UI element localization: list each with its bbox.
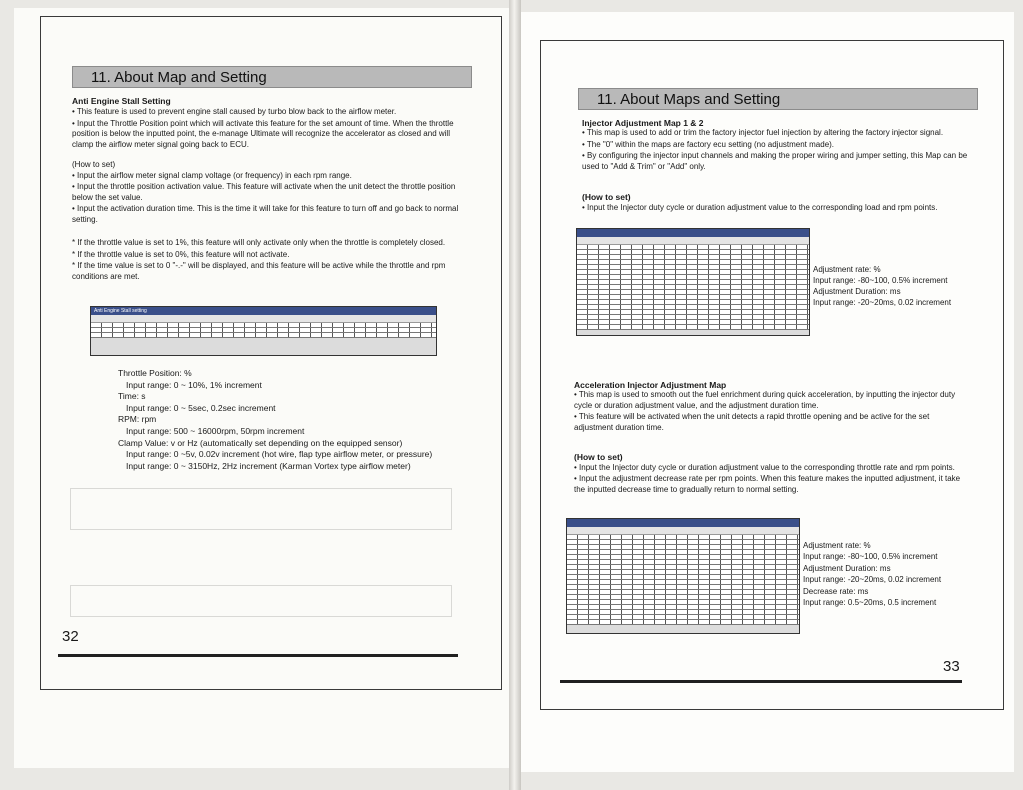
- spec-label: Time: s: [118, 391, 146, 402]
- injector-map-heading: Injector Adjustment Map 1 & 2: [582, 118, 704, 128]
- right-page-number: 33: [943, 658, 960, 675]
- screenshot-controls: [577, 237, 809, 245]
- anti-stall-specs: [118, 368, 478, 472]
- bleed-through-box: [70, 488, 452, 530]
- intro-item: • Input the Throttle Position point which will activate this feature for the set amount of time. When the throttle position is below the inputted point, the e-manage Ultimate will recognize the accelerator as closed and will clamp the airflow meter signal going back to ECU.: [72, 118, 454, 149]
- spec-label: Adjustment Duration: ms: [813, 287, 901, 296]
- howto-item: • Input the throttle position activation value. This feature will activate when the unit detect the throttle position below the set value.: [72, 182, 456, 202]
- howto-item: • Input the Injector duty cycle or duration adjustment value to the corresponding load and rpm points.: [582, 202, 938, 212]
- book-spine: [509, 0, 521, 790]
- spec-detail: Input range: 0 ~ 5sec, 0.2sec increment: [126, 402, 276, 413]
- bullet-item: • This feature will be activated when the unit detects a rapid throttle opening and be active for the set adjustment duration time.: [574, 412, 930, 432]
- injector-map-screenshot: [576, 228, 810, 336]
- screenshot-titlebar: [567, 519, 799, 527]
- spec-detail: Input range: 0 ~ 10%, 1% increment: [126, 379, 262, 390]
- howto-title: (How to set): [72, 160, 116, 169]
- accel-map-howto: [574, 452, 969, 496]
- anti-stall-howto: [72, 160, 467, 227]
- spec-label: Clamp Value: v or Hz (automatically set depending on the equipped sensor): [118, 437, 403, 448]
- spec-label: RPM: rpm: [118, 414, 157, 425]
- bullet-item: • By configuring the injector input channels and making the proper wiring and jumper setting, this Map can be used to "Add & Trim" or "Add" only.: [582, 151, 968, 171]
- screenshot-controls: [91, 315, 436, 323]
- left-page-number: 32: [62, 628, 79, 645]
- screenshot-controls: [567, 527, 799, 535]
- spec-label: Adjustment rate: %: [803, 541, 871, 550]
- screenshot-titlebar: Anti Engine Stall setting: [91, 307, 436, 315]
- spec-label: Decrease rate: ms: [803, 586, 869, 596]
- spec-detail: Input range: -20~20ms, 0.02 increment: [813, 298, 952, 307]
- screenshot-grid: [567, 535, 799, 625]
- anti-stall-intro: [72, 107, 467, 151]
- accel-map-heading: Acceleration Injector Adjustment Map: [574, 380, 727, 390]
- howto-item: • Input the adjustment decrease rate per rpm points. When this feature makes the inputted adjustment, it take the inputted decrease time to gradually return to normal setting.: [574, 474, 961, 494]
- bullet-item: • This map is used to add or trim the factory injector fuel injection by altering the factory injector signal.: [582, 128, 944, 137]
- anti-stall-notes: [72, 238, 467, 283]
- left-footer-rule: [58, 654, 458, 657]
- note-item: * If the throttle value is set to 1%, this feature will only activate only when the throttle is completely closed.: [72, 238, 446, 247]
- screenshot-grid: [577, 245, 809, 330]
- note-item: * If the throttle value is set to 0%, this feature will not activate.: [72, 249, 290, 259]
- left-section-banner: 11. About Map and Setting: [72, 66, 472, 88]
- bleed-through-box: [70, 585, 452, 617]
- howto-item: • Input the airflow meter signal clamp voltage (or frequency) in each rpm range.: [72, 170, 352, 180]
- accel-map-bullets: [574, 390, 969, 434]
- howto-title: (How to set): [574, 452, 623, 462]
- spec-detail: Input range: 0 ~5v, 0.02v increment (hot wire, flap type airflow meter, or pressure): [126, 449, 433, 460]
- spec-label: Adjustment rate: %: [813, 265, 881, 274]
- spec-label: Adjustment Duration: ms: [803, 563, 891, 573]
- spec-detail: Input range: 500 ~ 16000rpm, 50rpm increment: [126, 425, 305, 436]
- right-section-banner: 11. About Maps and Setting: [578, 88, 978, 110]
- screenshot-grid: [91, 323, 436, 338]
- injector-map-howto: [582, 192, 972, 214]
- screenshot-titlebar: [577, 229, 809, 237]
- spec-detail: Input range: -80~100, 0.5% increment: [803, 552, 938, 562]
- anti-stall-screenshot: [90, 306, 437, 356]
- bullet-item: • The "0" within the maps are factory ecu setting (no adjustment made).: [582, 139, 835, 149]
- howto-item: • Input the Injector duty cycle or duration adjustment value to the corresponding throttle rate and rpm points.: [574, 462, 955, 472]
- spec-label: Throttle Position: %: [118, 368, 192, 378]
- spec-detail: Input range: -80~100, 0.5% increment: [813, 276, 948, 285]
- note-item: * If the time value is set to 0 "-.-" will be displayed, and this feature will be active while the throttle and rpm conditions are met.: [72, 261, 446, 281]
- right-footer-rule: [560, 680, 962, 683]
- anti-stall-heading: Anti Engine Stall Setting: [72, 96, 171, 106]
- howto-item: • Input the activation duration time. This is the time it will take for this feature to turn off and go back to normal setting.: [72, 204, 459, 224]
- spec-detail: Input range: -20~20ms, 0.02 increment: [803, 575, 942, 585]
- accel-map-screenshot: [566, 518, 800, 634]
- intro-item: • This feature is used to prevent engine stall caused by turbo blow back to the airflow meter.: [72, 107, 397, 116]
- injector-map-bullets: [582, 128, 972, 173]
- injector-map-specs: [813, 264, 1003, 308]
- accel-map-specs: [803, 540, 1003, 608]
- bullet-item: • This map is used to smooth out the fuel enrichment during quick acceleration, by inputting the injector duty cycle or duration adjustment value, and the adjustment duration time.: [574, 390, 956, 410]
- howto-title: (How to set): [582, 192, 631, 202]
- spec-detail: Input range: 0 ~ 3150Hz, 2Hz increment (Karman Vortex type airflow meter): [126, 460, 411, 471]
- spec-detail: Input range: 0.5~20ms, 0.5 increment: [803, 598, 937, 608]
